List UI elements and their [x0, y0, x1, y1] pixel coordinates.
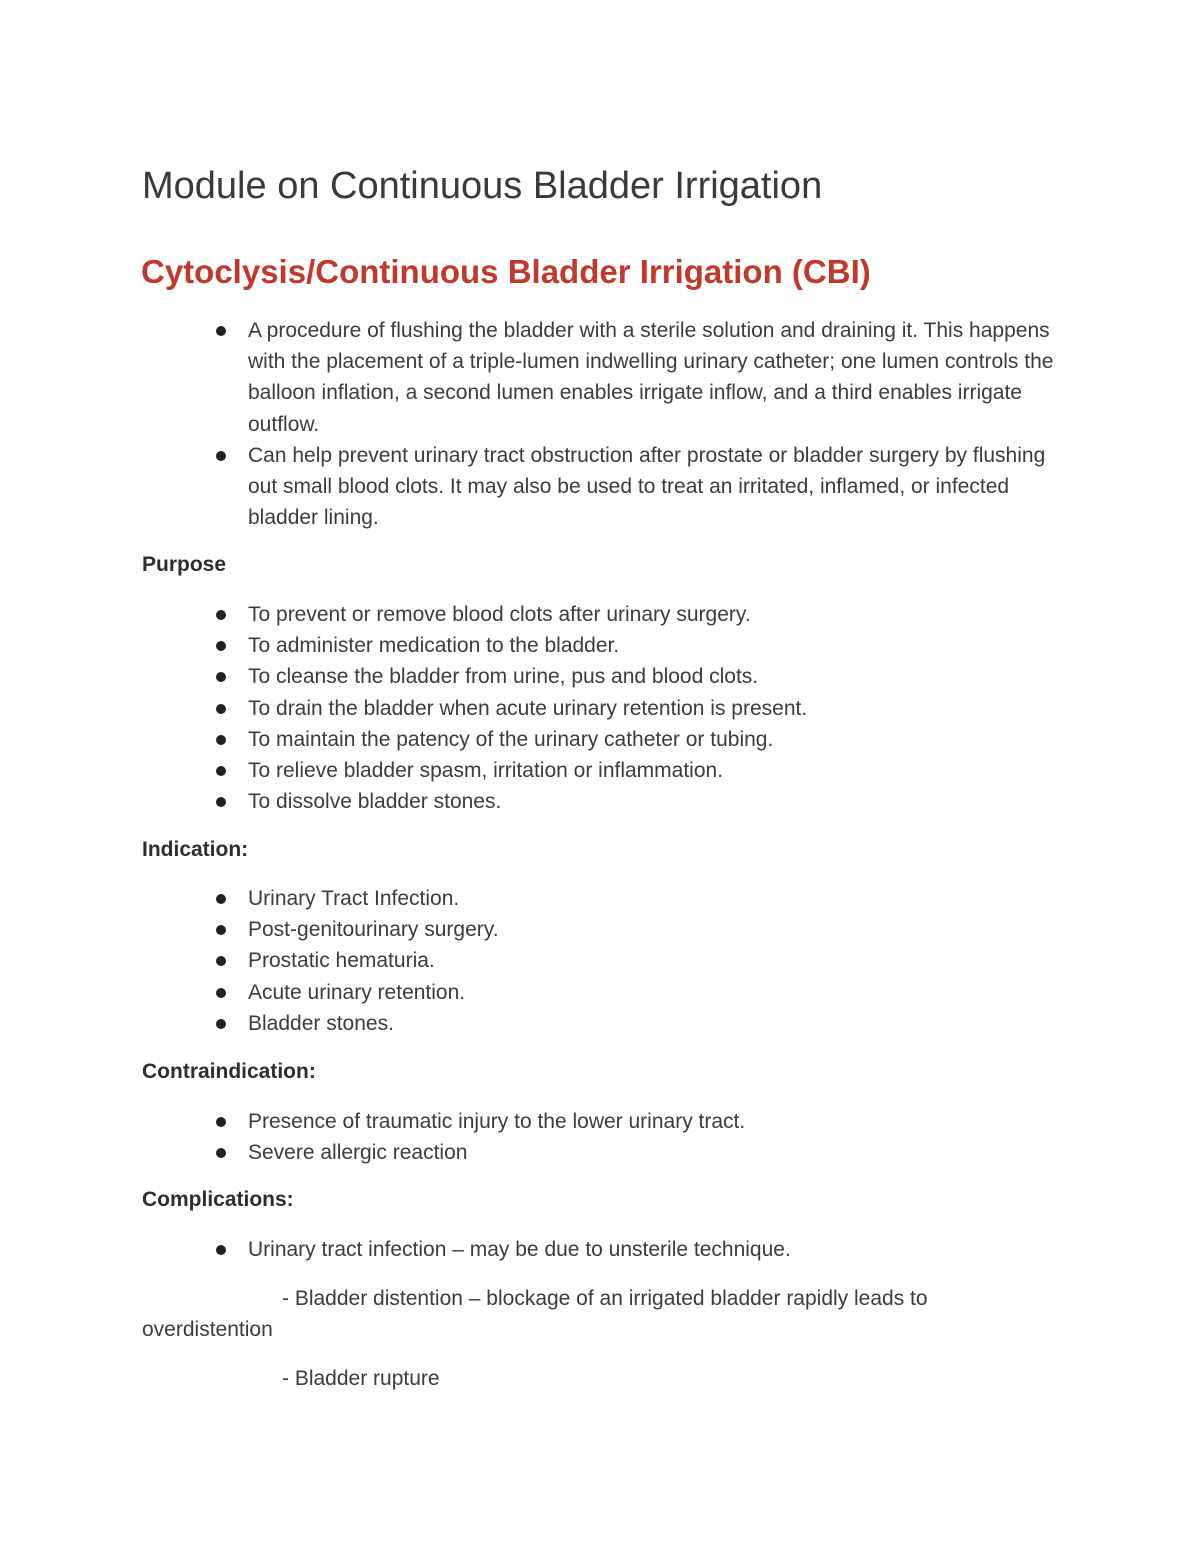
complication-detail: - Bladder rupture: [282, 1367, 440, 1390]
list-item: Prostatic hematuria.: [0, 945, 1100, 976]
list-item: To drain the bladder when acute urinary retention is present.: [0, 693, 1100, 724]
intro-list: [0, 315, 1100, 533]
list-item: A procedure of flushing the bladder with a sterile solution and draining it. This happens with the placement of a triple-lumen indwelling urinary catheter; one lumen controls the balloon inflation, a second lumen enables irrigate inflow, and a third enables irrigate outflow.: [0, 315, 1100, 440]
bullet-icon: [216, 956, 226, 966]
list-item: Post-genitourinary surgery.: [0, 914, 1100, 945]
bullet-icon: [216, 1245, 226, 1255]
list-item: To cleanse the bladder from urine, pus and blood clots.: [0, 661, 1100, 692]
list-item: To dissolve bladder stones.: [0, 786, 1100, 817]
contraindication-list: [0, 1106, 1100, 1168]
bullet-icon: [216, 797, 226, 807]
list-item: Bladder stones.: [0, 1008, 1100, 1039]
complication-detail: - Bladder distention – blockage of an irrigated bladder rapidly leads to overdistention: [142, 1287, 928, 1341]
bullet-icon: [216, 451, 226, 461]
purpose-heading: Purpose: [142, 553, 227, 576]
section-heading: Cytoclysis/Continuous Bladder Irrigation (CBI): [141, 253, 871, 290]
list-item: To administer medication to the bladder.: [0, 630, 1100, 661]
contraindication-heading: Contraindication:: [142, 1060, 316, 1083]
indication-heading: Indication:: [142, 838, 249, 861]
bullet-icon: [216, 610, 226, 620]
list-item: Urinary tract infection – may be due to unsterile technique.: [0, 1234, 1100, 1265]
indication-list: [0, 883, 1100, 1039]
list-item: Urinary Tract Infection.: [0, 883, 1100, 914]
list-item: Can help prevent urinary tract obstruction after prostate or bladder surgery by flushing out small blood clots. It may also be used to treat an irritated, inflamed, or infected bladder lining.: [0, 440, 1100, 534]
bullet-icon: [216, 1117, 226, 1127]
list-item: To prevent or remove blood clots after urinary surgery.: [0, 599, 1100, 630]
list-item: To relieve bladder spasm, irritation or inflammation.: [0, 755, 1100, 786]
bullet-icon: [216, 894, 226, 904]
bullet-icon: [216, 925, 226, 935]
bullet-icon: [216, 672, 226, 682]
bullet-icon: [216, 766, 226, 776]
complications-heading: Complications:: [142, 1188, 294, 1211]
bullet-icon: [216, 704, 226, 714]
bullet-icon: [216, 1019, 226, 1029]
complications-list: [0, 1234, 1100, 1265]
document-title: Module on Continuous Bladder Irrigation: [142, 165, 823, 207]
bullet-icon: [216, 735, 226, 745]
list-item: Acute urinary retention.: [0, 977, 1100, 1008]
bullet-icon: [216, 1148, 226, 1158]
list-item: To maintain the patency of the urinary catheter or tubing.: [0, 724, 1100, 755]
purpose-list: [0, 599, 1100, 817]
bullet-icon: [216, 641, 226, 651]
list-item: Severe allergic reaction: [0, 1137, 1100, 1168]
list-item: Presence of traumatic injury to the lower urinary tract.: [0, 1106, 1100, 1137]
bullet-icon: [216, 988, 226, 998]
bullet-icon: [216, 326, 226, 336]
